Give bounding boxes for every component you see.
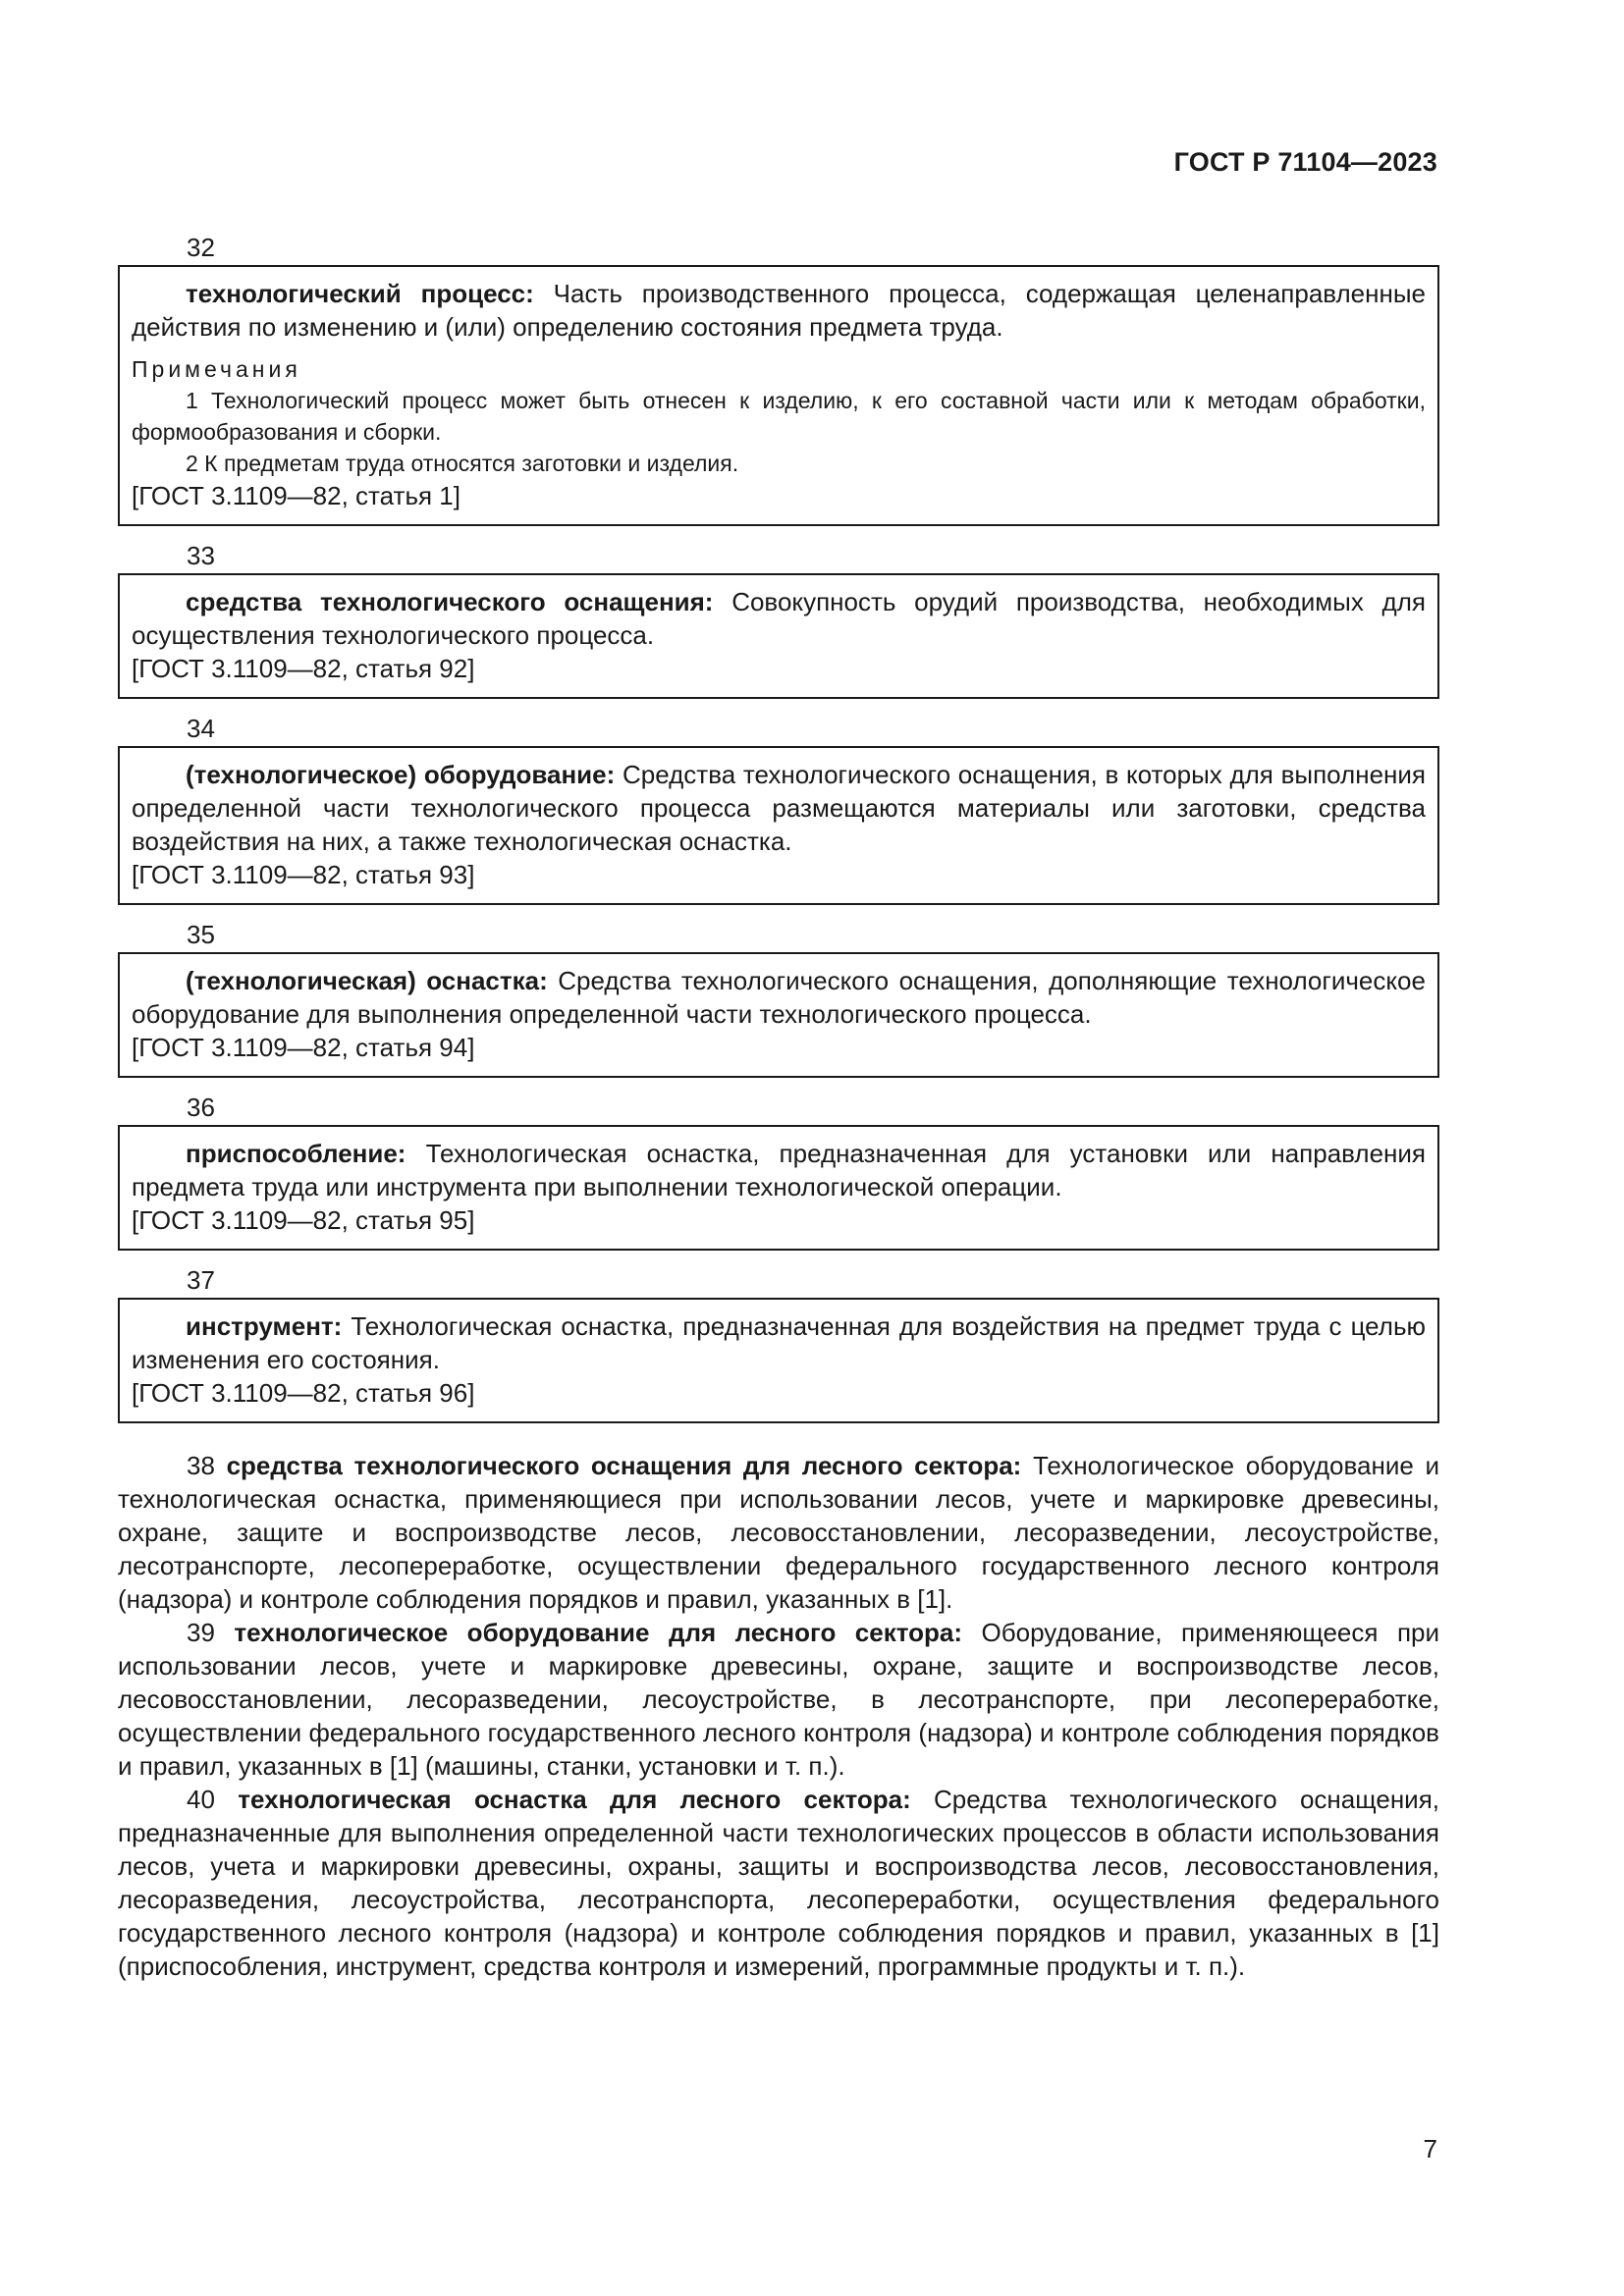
term-title: приспособление: [186,1139,406,1168]
term-definition: Средства технологического оснащения, в которых для выполнения определенной части технологического процесса размещаются материалы или заготовки, средства воздействия на них, а также технологическая оснастка. [132,760,1426,856]
term-title: (технологическое) оборудование: [186,760,616,789]
term-definition: Технологическая оснастка, предназначенная для воздействия на предмет труда с целью изменения его состояния. [132,1311,1426,1374]
notes-block [132,353,1426,479]
note-item: 1 Технологический процесс может быть отнесен к изделию, к его составной части или к методам обработки, формообразования и сборки. [132,388,1426,445]
plain-term-number: 39 [187,1618,215,1647]
term-paragraph [132,585,1426,652]
term-definition: Совокупность орудий производства, необходимых для осуществления технологического процесса. [132,587,1426,650]
term-number: 32 [187,233,215,262]
term-number: 37 [187,1265,215,1295]
term-box [118,746,1439,905]
term-number: 36 [187,1093,215,1122]
plain-term-title: технологическое оборудование для лесного сектора: [234,1618,963,1647]
term-number: 34 [187,714,215,743]
plain-term-number: 40 [187,1785,215,1814]
plain-term-paragraph [118,1449,1439,1616]
plain-term-paragraph [118,1616,1439,1783]
term-reference: [ГОСТ 3.1109—82, статья 96] [132,1378,475,1408]
term-number: 33 [187,541,215,570]
term-title: инструмент: [186,1311,343,1341]
term-paragraph [132,964,1426,1031]
plain-term-definition: Оборудование, применяющееся при использовании лесов, учете и маркировке древесины, охране, защите и воспроизводстве лесов, лесовосстановлении, лесоразведении, лесоустройстве, в лесотранспорте, при лесопереработке, осуществлении федерального государственного лесного контроля (надзора) и контроле соблюдения порядков и правил, указанных в [1] (машины, станки, установки и т. п.). [118,1618,1439,1781]
term-box [118,952,1439,1078]
term-box [118,1298,1439,1423]
term-reference: [ГОСТ 3.1109—82, статья 1] [132,481,460,510]
notes-title: Примечания [132,356,301,382]
main-content [118,224,1439,1983]
term-number: 35 [187,920,215,949]
term-paragraph [132,277,1426,344]
term-paragraph [132,1309,1426,1376]
plain-term-title: средства технологического оснащения для лесного сектора: [226,1451,1022,1480]
note-item: 2 К предметам труда относятся заготовки и изделия. [186,451,739,476]
term-paragraph [132,758,1426,858]
term-reference: [ГОСТ 3.1109—82, статья 94] [132,1033,475,1062]
term-title: (технологическая) оснастка: [186,966,548,995]
term-title: технологический процесс: [186,279,534,308]
term-reference: [ГОСТ 3.1109—82, статья 95] [132,1205,475,1235]
plain-term-definition: Технологическое оборудование и технологическая оснастка, применяющиеся при использовании лесов, учете и маркировке древесины, охране, защите и воспроизводстве лесов, лесовосстановлении, лесоразведении, лесоустройстве, лесотранспорте, лесопереработке, осуществлении федерального государственного лесного контроля (надзора) и контроле соблюдения порядков и правил, указанных в [1]. [118,1451,1439,1614]
term-definition: Часть производственного процесса, содержащая целенаправленные действия по изменению и (или) определению состояния предмета труда. [132,279,1426,342]
term-box [118,573,1439,699]
plain-term-paragraph [118,1783,1439,1983]
term-definition: Технологическая оснастка, предназначенная для установки или направления предмета труда или инструмента при выполнении технологической операции. [132,1139,1426,1201]
plain-term-title: технологическая оснастка для лесного сектора: [238,1785,911,1814]
plain-term-number: 38 [187,1451,215,1480]
term-title: средства технологического оснащения: [186,587,714,616]
page-number: 7 [1423,2134,1437,2163]
plain-term-definition: Средства технологического оснащения, предназначенные для выполнения определенной части технологических процессов в области использования лесов, учета и маркировки древесины, охраны, защиты и воспроизводства лесов, лесовосстановления, лесоразведения, лесоустройства, лесотранспорта, лесопереработки, осуществления федерального государственного лесного контроля (надзора) и контроле соблюдения порядков и правил, указанных в [1] (приспособления, инструмент, средства контроля и измерений, программные продукты и т. п.). [118,1785,1439,1981]
term-reference: [ГОСТ 3.1109—82, статья 92] [132,654,475,683]
term-paragraph [132,1137,1426,1203]
plain-terms-block [118,1449,1439,1983]
term-box [118,265,1439,526]
term-definition: Средства технологического оснащения, дополняющие технологическое оборудование для выполнения определенной части технологического процесса. [132,966,1426,1029]
term-reference: [ГОСТ 3.1109—82, статья 93] [132,860,475,889]
document-code-header: ГОСТ Р 71104—2023 [1173,147,1437,177]
term-box [118,1125,1439,1251]
